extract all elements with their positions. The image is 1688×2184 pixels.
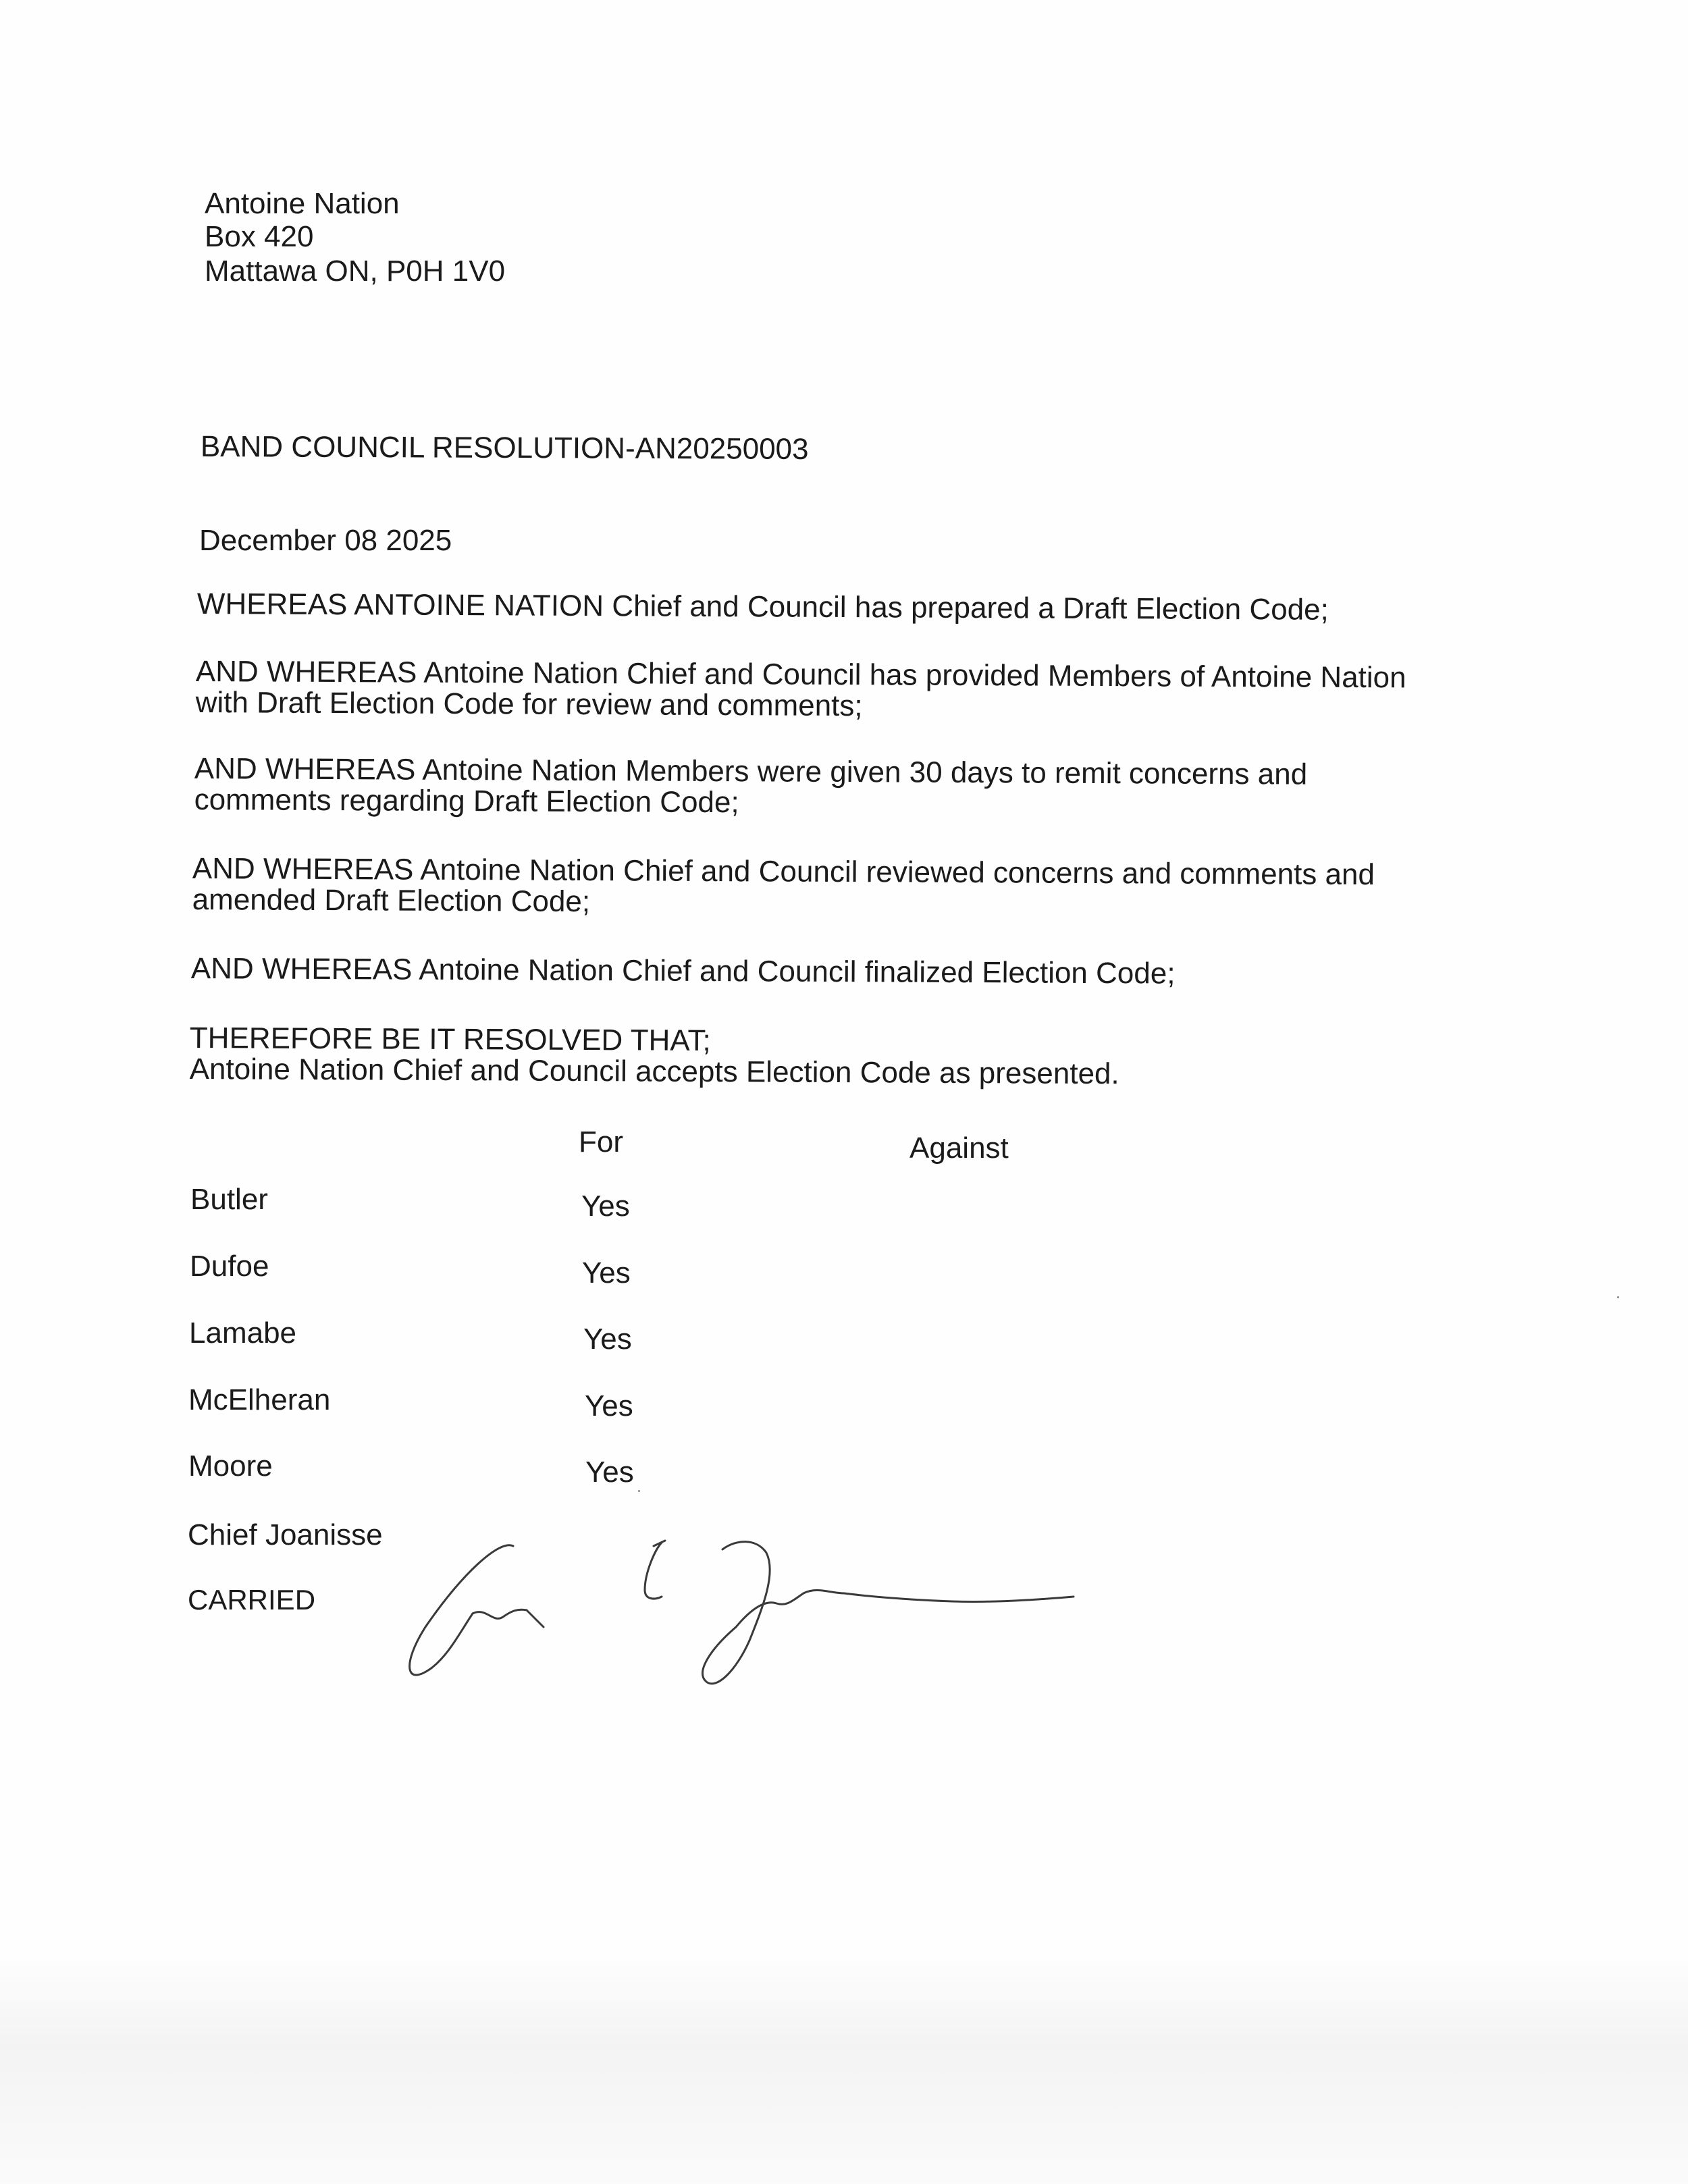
address-box: Box 420 — [205, 220, 314, 253]
vote-row-name-lamabe: Lamabe — [189, 1316, 297, 1350]
clause-3-line-1: AND WHEREAS Antoine Nation Members were given 30 days to remit concerns and — [194, 752, 1308, 791]
clause-4-line-1: AND WHEREAS Antoine Nation Chief and Council reviewed concerns and comments and — [192, 852, 1375, 892]
clause-1 — [197, 589, 1329, 626]
address-city: Mattawa ON, P0H 1V0 — [205, 255, 506, 288]
clause-1-line-1: WHEREAS ANTOINE NATION Chief and Council has prepared a Draft Election Code; — [196, 587, 1329, 627]
vote-result: CARRIED — [188, 1584, 316, 1616]
vote-row-for-dufoe: Yes — [582, 1256, 631, 1289]
chief-signature — [398, 1533, 1107, 1708]
resolved-heading: THEREFORE BE IT RESOLVED THAT; — [189, 1021, 711, 1058]
vote-row-name-butler: Butler — [190, 1183, 268, 1216]
clause-3 — [194, 753, 1308, 822]
vote-row-for-lamabe: Yes — [583, 1323, 632, 1356]
scan-speck — [638, 1490, 640, 1492]
vote-row-for-moore: Yes — [585, 1456, 634, 1489]
vote-header-against: Against — [909, 1131, 1009, 1165]
resolution-title: BAND COUNCIL RESOLUTION-AN20250003 — [200, 430, 809, 466]
scan-speck — [1617, 1296, 1619, 1298]
chief-name: Chief Joanisse — [188, 1518, 383, 1551]
resolved-text: Antoine Nation Chief and Council accepts Election Code as presented. — [189, 1052, 1119, 1091]
clause-3-line-2: comments regarding Draft Election Code; — [194, 782, 739, 820]
vote-row-name-mcelheran: McElheran — [188, 1383, 331, 1416]
vote-header-for: For — [579, 1125, 623, 1158]
clause-4-line-2: amended Draft Election Code; — [192, 882, 591, 919]
vote-row-for-butler: Yes — [581, 1190, 630, 1223]
vote-row-for-mcelheran: Yes — [585, 1389, 633, 1422]
vote-row-name-dufoe: Dufoe — [190, 1250, 269, 1283]
resolution-date: December 08 2025 — [199, 524, 452, 557]
clause-4 — [192, 853, 1375, 922]
clause-2 — [196, 656, 1406, 724]
resolved-block — [190, 1023, 1120, 1090]
clause-2-line-2: with Draft Election Code for review and comments; — [195, 685, 863, 723]
address-name: Antoine Nation — [205, 187, 400, 220]
clause-5 — [191, 953, 1176, 990]
clause-2-line-1: AND WHEREAS Antoine Nation Chief and Council has provided Members of Antoine Nation — [195, 655, 1406, 695]
clause-5-line-1: AND WHEREAS Antoine Nation Chief and Council finalized Election Code; — [190, 952, 1176, 990]
vote-row-name-moore: Moore — [188, 1449, 273, 1483]
scan-shadow — [0, 1954, 1688, 2184]
